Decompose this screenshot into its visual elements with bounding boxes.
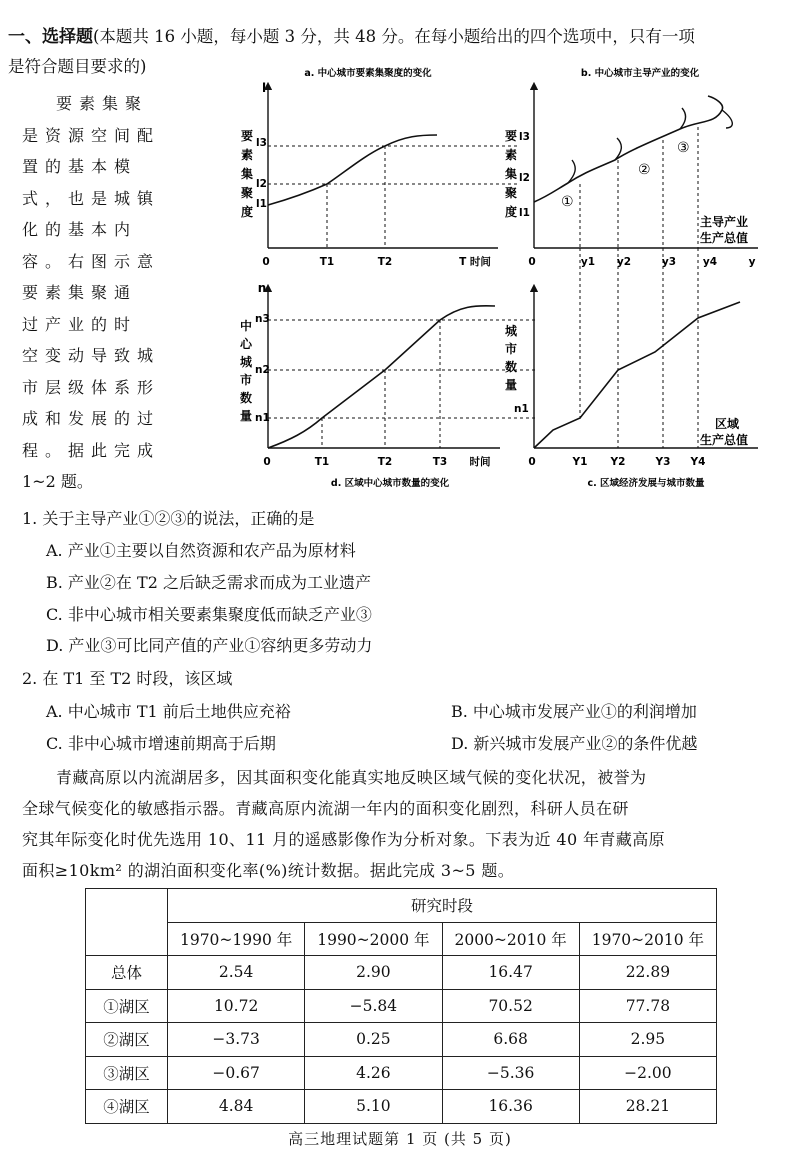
svg-text:度: 度 xyxy=(504,205,518,219)
panel-d-tick-T2: T2 xyxy=(377,456,393,468)
svg-text:数: 数 xyxy=(239,391,253,405)
table-period-header: 1970~2010 年 xyxy=(579,922,716,956)
panel-b-caption: b. 中心城市主导产业的变化 xyxy=(580,68,700,79)
svg-text:素: 素 xyxy=(240,148,254,162)
table-row xyxy=(86,1056,717,1090)
industry-2-marker: ② xyxy=(638,162,651,178)
table-cell: 10.72 xyxy=(168,989,305,1023)
question-1-option-d: D. 产业③可比同产值的产业①容纳更多劳动力 xyxy=(46,636,373,655)
panel-b-tick-y2: y2 xyxy=(616,256,632,268)
table-period-header: 1990~2000 年 xyxy=(305,922,442,956)
panel-b-x-end: y xyxy=(748,256,756,268)
intro-line: 式，也是城镇 xyxy=(22,188,161,208)
panel-d-caption: d. 区域中心城市数量的变化 xyxy=(330,478,450,489)
svg-text:集: 集 xyxy=(240,167,254,181)
table-row-label: ②湖区 xyxy=(86,1023,168,1057)
panel-d-tick-n2: n2 xyxy=(255,364,270,376)
panel-c xyxy=(505,288,758,489)
intro-line: 置的基本模 xyxy=(22,157,138,176)
section-instructions-cont: 是符合题目要求的) xyxy=(8,57,147,76)
panel-c-caption: c. 区域经济发展与城市数量 xyxy=(587,478,705,489)
table-row-label: ①湖区 xyxy=(86,989,168,1023)
panel-a-guides xyxy=(268,146,520,248)
panel-a-tick-T1: T1 xyxy=(319,256,335,268)
passage-line: 全球气候变化的敏感指示器。青藏高原内流湖一年内的面积变化剧烈，科研人员在研 xyxy=(22,799,629,818)
table-cell: −0.67 xyxy=(168,1056,305,1090)
panel-a-tick-l2: l2 xyxy=(256,178,267,190)
intro-line: 市层级体系形 xyxy=(22,377,161,397)
intro-line: 要素集聚 xyxy=(56,94,149,113)
panel-a-tick-l1: l1 xyxy=(256,198,267,210)
panel-c-x-label-2: 生产总值 xyxy=(700,433,749,447)
question-1-option-c: C. 非中心城市相关要素集聚度低而缺乏产业③ xyxy=(46,605,372,624)
svg-text:城: 城 xyxy=(504,324,518,338)
svg-text:中: 中 xyxy=(239,319,253,333)
table-row xyxy=(86,1023,717,1057)
figure-panels xyxy=(230,55,795,495)
table-cell: 4.26 xyxy=(305,1056,442,1090)
table-cell: −5.84 xyxy=(305,989,442,1023)
section-heading: 一、选择题 xyxy=(8,27,93,47)
table-period-header: 2000~2010 年 xyxy=(442,922,579,956)
panel-d-tick-n3: n3 xyxy=(255,313,270,325)
table-cell: 6.68 xyxy=(442,1023,579,1057)
industry-1-marker: ① xyxy=(561,194,574,210)
panel-c-tick-Y2: Y2 xyxy=(610,456,626,468)
industry-3-marker: ③ xyxy=(677,140,690,156)
panel-c-tick-Y4: Y4 xyxy=(690,456,706,468)
intro-line: 成和发展的过 xyxy=(22,409,161,428)
panel-b-tick-y3: y3 xyxy=(661,256,677,268)
panel-a-caption: a. 中心城市要素集聚度的变化 xyxy=(304,68,432,79)
intro-line: 是资源空间配 xyxy=(22,125,161,145)
table-cell: 4.84 xyxy=(168,1090,305,1124)
svg-text:城: 城 xyxy=(239,355,253,369)
panel-c-ylabel xyxy=(505,324,518,392)
svg-text:市: 市 xyxy=(239,373,253,387)
table-cell: 77.78 xyxy=(579,989,716,1023)
panel-d-curve xyxy=(268,306,495,448)
table-cell: 22.89 xyxy=(579,956,716,990)
table-row-label: ③湖区 xyxy=(86,1056,168,1090)
panel-c-tick-n1: n1 xyxy=(514,403,529,415)
panel-b-ylabel xyxy=(505,128,517,219)
panel-c-x-label-1: 区域 xyxy=(715,417,740,431)
table-cell: 2.54 xyxy=(168,956,305,990)
panel-b-origin: 0 xyxy=(528,256,536,268)
svg-text:要: 要 xyxy=(240,129,254,143)
panel-a-x-end: T 时间 xyxy=(459,256,491,268)
panel-b-tick-y1: y1 xyxy=(580,256,596,268)
panel-a-y-axis-label: l xyxy=(261,81,267,95)
panel-c-tick-Y1: Y1 xyxy=(572,456,588,468)
page-footer: 高三地理试题第 1 页 (共 5 页) xyxy=(288,1130,512,1148)
table-corner-cell xyxy=(86,889,168,956)
panel-d-tick-T3: T3 xyxy=(432,456,448,468)
table-row-label: 总体 xyxy=(86,956,168,990)
panel-a-ylabel xyxy=(241,128,253,219)
panel-d-tick-n1: n1 xyxy=(255,412,270,424)
intro-line: 容。右图示意 xyxy=(22,251,161,271)
passage-line: 青藏高原以内流湖居多，因其面积变化能真实地反映区域气候的变化状况，被誉为 xyxy=(56,768,647,787)
table-row xyxy=(86,956,717,990)
panel-d-origin: 0 xyxy=(263,456,271,468)
panel-b-tick-l3: l3 xyxy=(519,131,530,143)
table-cell: 0.25 xyxy=(305,1023,442,1057)
panel-d-tick-T1: T1 xyxy=(314,456,330,468)
table-cell: 2.95 xyxy=(579,1023,716,1057)
lake-passage xyxy=(22,762,782,886)
panel-b-tick-l1: l1 xyxy=(519,207,530,219)
panel-d-y-axis-label: n xyxy=(257,281,267,295)
question-1-stem: 1. 关于主导产业①②③的说法，正确的是 xyxy=(22,509,315,528)
panel-d-x-end: 时间 xyxy=(469,456,491,468)
table-cell: −3.73 xyxy=(168,1023,305,1057)
table-row xyxy=(86,1090,717,1124)
panel-c-origin: 0 xyxy=(528,456,536,468)
svg-text:聚: 聚 xyxy=(240,186,254,200)
section-instructions-text: (本题共 16 小题，每小题 3 分，共 48 分。在每小题给出的四个选项中，只有一项 xyxy=(93,27,695,46)
svg-text:市: 市 xyxy=(504,342,518,356)
svg-text:聚: 聚 xyxy=(504,186,518,200)
table-cell: 5.10 xyxy=(305,1090,442,1124)
panel-b-curve xyxy=(534,96,723,202)
table-group-header: 研究时段 xyxy=(168,889,717,923)
svg-text:集: 集 xyxy=(504,167,518,181)
lake-area-change-table xyxy=(85,888,717,1124)
intro-line: 1~2 题。 xyxy=(22,472,93,491)
table-cell: 16.36 xyxy=(442,1090,579,1124)
panel-b xyxy=(505,67,758,448)
table-cell: −5.36 xyxy=(442,1056,579,1090)
svg-text:量: 量 xyxy=(504,378,518,392)
passage-line: 究其年际变化时优先选用 10、11 月的遥感影像作为分析对象。下表为近 40 年青藏高原 xyxy=(22,830,666,849)
table-row xyxy=(86,989,717,1023)
intro-line: 过产业的时 xyxy=(22,314,138,334)
table-cell: 16.47 xyxy=(442,956,579,990)
intro-line: 要素集聚通 xyxy=(22,283,138,302)
question-2-option-a: A. 中心城市 T1 前后土地供应充裕 xyxy=(46,702,291,721)
panel-c-curve xyxy=(534,302,740,448)
intro-line: 化的基本内 xyxy=(22,220,138,239)
intro-text xyxy=(22,88,162,498)
table-period-header: 1970~1990 年 xyxy=(168,922,305,956)
passage-line: 面积≥10km² 的湖泊面积变化率(%)统计数据。据此完成 3~5 题。 xyxy=(22,861,515,880)
table-cell: 28.21 xyxy=(579,1090,716,1124)
question-2-option-b: B. 中心城市发展产业①的利润增加 xyxy=(451,702,697,721)
svg-text:心: 心 xyxy=(239,337,253,351)
svg-text:素: 素 xyxy=(504,148,518,162)
table-period-header-row xyxy=(86,922,717,956)
question-2-option-d: D. 新兴城市发展产业②的条件优越 xyxy=(451,734,698,753)
panel-a-tick-T2: T2 xyxy=(377,256,393,268)
panel-b-x-label-2: 生产总值 xyxy=(700,231,749,245)
intro-line: 空变动导致城 xyxy=(22,346,161,365)
panel-b-tick-l2: l2 xyxy=(519,172,530,184)
panel-d-ylabel xyxy=(239,318,253,423)
table-cell: 70.52 xyxy=(442,989,579,1023)
panel-b-tick-y4: y4 xyxy=(702,256,718,268)
question-2-stem: 2. 在 T1 至 T2 时段，该区域 xyxy=(22,669,233,688)
panel-b-x-label-1: 主导产业 xyxy=(700,215,749,229)
question-1-option-a: A. 产业①主要以自然资源和农产品为原材料 xyxy=(46,541,356,560)
table-row-label: ④湖区 xyxy=(86,1090,168,1124)
table-cell: −2.00 xyxy=(579,1056,716,1090)
svg-text:数: 数 xyxy=(504,360,518,374)
question-1-option-b: B. 产业②在 T2 之后缺乏需求而成为工业遗产 xyxy=(46,573,371,592)
svg-text:要: 要 xyxy=(504,129,518,143)
question-2-option-c: C. 非中心城市增速前期高于后期 xyxy=(46,734,276,753)
panel-d xyxy=(239,281,535,489)
panel-a-origin: 0 xyxy=(262,256,270,268)
svg-text:量: 量 xyxy=(239,409,253,423)
panel-a xyxy=(241,67,520,268)
intro-line: 程。据此完成 xyxy=(22,440,161,460)
svg-text:度: 度 xyxy=(240,205,254,219)
table-cell: 2.90 xyxy=(305,956,442,990)
panel-c-tick-Y3: Y3 xyxy=(655,456,671,468)
panel-a-tick-l3: l3 xyxy=(256,137,267,149)
